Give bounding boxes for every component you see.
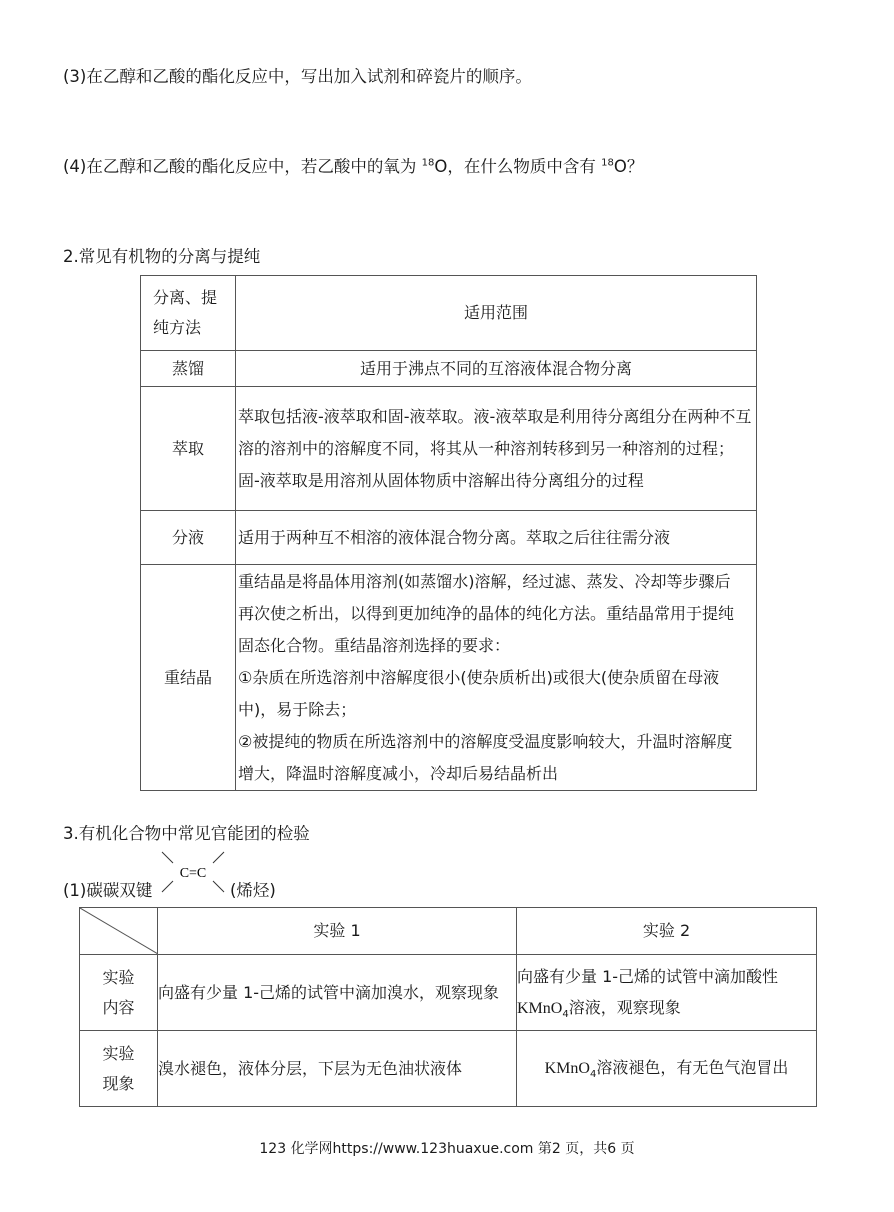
- header-exp1: 实验 1: [158, 908, 517, 955]
- section-2-title: 2.常见有机物的分离与提纯: [63, 247, 261, 266]
- formula-subscript: 4: [562, 1009, 569, 1021]
- diagonal-line: [80, 908, 158, 954]
- method-cell: 蒸馏: [141, 351, 236, 387]
- exp2-result: [517, 1031, 817, 1107]
- method-cell: 萃取: [141, 387, 236, 511]
- range-cell: 适用于沸点不同的互溶液体混合物分离: [236, 351, 757, 387]
- question-3: (3)在乙醇和乙酸的酯化反应中，写出加入试剂和碎瓷片的顺序。: [63, 67, 532, 86]
- sub-1-suffix: (烯烃): [230, 881, 276, 900]
- alkene-double-bond-structure: [160, 848, 226, 896]
- method-cell: 重结晶: [141, 565, 236, 791]
- question-4-text: O？: [613, 157, 644, 176]
- range-line: 重结晶是将晶体用溶剂(如蒸馏水)溶解，经过滤、蒸发、冷却等步骤后: [238, 571, 731, 591]
- range-line: 中)，易于除去；: [238, 699, 357, 719]
- exp2-content-line: 向盛有少量 1-己烯的试管中滴加酸性: [517, 967, 779, 986]
- exp2-content-line: [517, 992, 816, 1024]
- header-method: 分离、提纯方法: [141, 276, 236, 351]
- header-exp2: 实验 2: [517, 908, 817, 955]
- separation-methods-table: [140, 275, 757, 791]
- question-4: [63, 153, 643, 177]
- bond-line: [162, 881, 173, 892]
- row-label-result: 实验现象: [80, 1031, 158, 1107]
- header-range: 适用范围: [236, 276, 757, 351]
- range-line: 增大，降温时溶解度减小，冷却后易结晶析出: [238, 763, 559, 783]
- exp1-result: 溴水褪色，液体分层，下层为无色油状液体: [158, 1031, 517, 1107]
- functional-group-test-table: [79, 907, 817, 1107]
- bond-line: [213, 852, 224, 863]
- page-footer: 123 化学网https://www.123huaxue.com 第2 页，共6 页: [259, 1141, 635, 1157]
- bond-line: [213, 881, 224, 892]
- exp2-content-text: 溶液，观察现象: [568, 998, 681, 1017]
- method-cell: 分液: [141, 511, 236, 565]
- sub-1-label: (1)碳碳双键: [63, 881, 153, 900]
- diagonal-header-cell: [80, 908, 158, 955]
- question-4-text: (4)在乙醇和乙酸的酯化反应中，若乙酸中的氧为: [63, 157, 422, 176]
- range-cell: 适用于两种互不相溶的液体混合物分离。萃取之后往往需分液: [236, 511, 757, 565]
- row-label-content: 实验内容: [80, 955, 158, 1031]
- formula: KMnO: [517, 1000, 563, 1017]
- range-line: 再次使之析出，以得到更加纯净的晶体的纯化方法。重结晶常用于提纯: [238, 603, 735, 623]
- formula-subscript: 4: [589, 1069, 597, 1081]
- range-cell: [236, 565, 757, 791]
- range-line: ①杂质在所选溶剂中溶解度很小(使杂质析出)或很大(使杂质留在母液: [238, 667, 720, 687]
- range-cell: 萃取包括液-液萃取和固-液萃取。液-液萃取是利用待分离组分在两种不互溶的溶剂中的溶解度不同，将其从一种溶剂转移到另一种溶剂的过程；固-液萃取是用溶剂从固体物质中溶解出待分离组分的过程: [236, 387, 757, 511]
- isotope-mass: 18: [601, 157, 614, 169]
- section-3-title: 3.有机化合物中常见官能团的检验: [63, 824, 310, 843]
- exp1-content: 向盛有少量 1-己烯的试管中滴加溴水，观察现象: [158, 955, 517, 1031]
- exp2-content: [517, 955, 817, 1031]
- question-4-text: O，在什么物质中含有: [434, 157, 602, 176]
- formula: KMnO: [544, 1060, 590, 1077]
- range-line: 固态化合物。重结晶溶剂选择的要求：: [238, 635, 511, 655]
- double-bond-formula: C=C: [179, 866, 207, 881]
- range-line: ②被提纯的物质在所选溶剂中的溶解度受温度影响较大，升温时溶解度: [238, 731, 733, 751]
- isotope-mass: 18: [421, 157, 435, 169]
- exp2-result-text: 溶液褪色，有无色气泡冒出: [596, 1058, 789, 1077]
- bond-line: [162, 852, 173, 863]
